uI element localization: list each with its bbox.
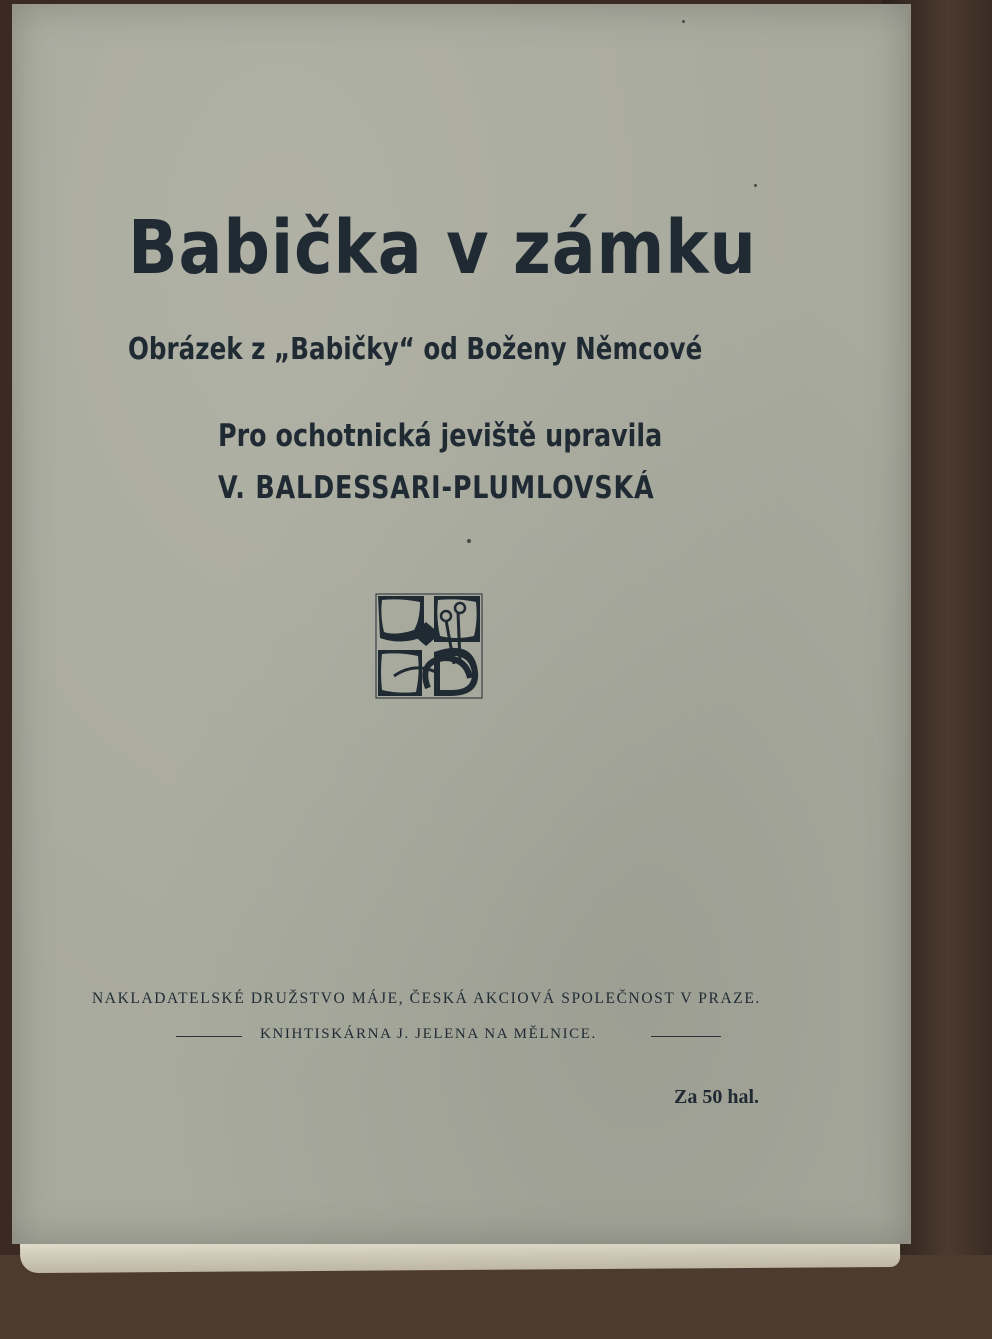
author-name: V. BALDESSARI-PLUMLOVSKÁ: [218, 470, 655, 506]
printer-row: [176, 1026, 721, 1046]
paper-speck: [467, 539, 471, 543]
paper-speck: [682, 20, 685, 23]
book-title: Babička v zámku: [128, 205, 757, 291]
printer-line: KNIHTISKÁRNA J. JELENA NA MĚLNICE.: [260, 1026, 597, 1042]
adaptation-line: Pro ochotnická jeviště upravila: [218, 418, 663, 454]
book-subtitle: Obrázek z „Babičky“ od Boženy Němcové: [128, 332, 703, 367]
divider-rule: [176, 1036, 242, 1037]
publisher-line: NAKLADATELSKÉ DRUŽSTVO MÁJE, ČESKÁ AKCIOVÁ SPOLEČNOST V PRAZE.: [92, 990, 761, 1007]
publisher-emblem-icon: [374, 592, 484, 700]
paper-speck: [754, 184, 757, 187]
price-label: Za 50 hal.: [674, 1086, 760, 1108]
divider-rule: [651, 1036, 721, 1037]
